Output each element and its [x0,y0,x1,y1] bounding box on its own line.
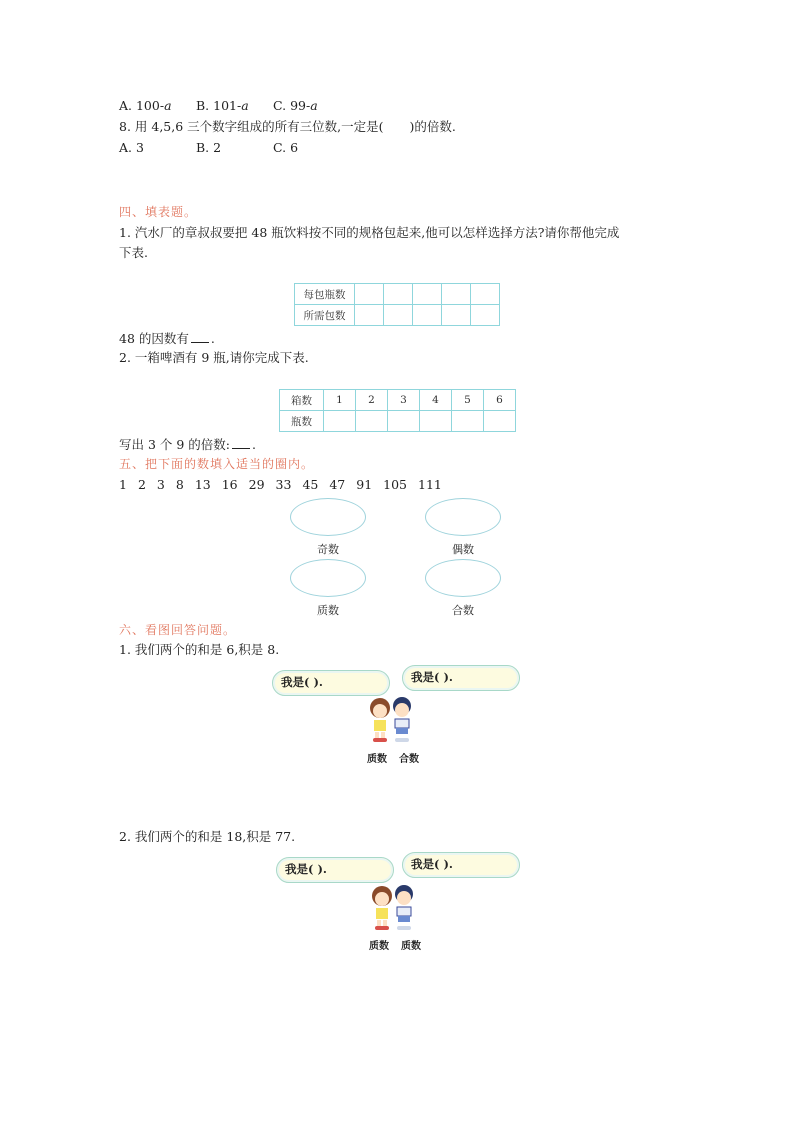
kid-label-right: 质数 [401,941,421,952]
table-cell[interactable] [420,411,452,432]
table-row [295,284,500,305]
number-item: 33 [275,477,292,492]
row-header: 每包瓶数 [295,284,355,305]
table-cell: 6 [484,390,516,411]
speech-bubble-right: 我是( ). [402,852,520,878]
table-cell[interactable] [442,284,471,305]
section6-q2-text: 2. 我们两个的和是 18,积是 77. [119,829,296,844]
section6-q1-text: 1. 我们两个的和是 6,积是 8. [119,642,280,657]
number-list [119,477,442,493]
kids-illustration-icon [362,692,420,746]
section5-heading: 五、把下面的数填入适当的圈内。 [119,457,315,471]
q8-text-end: )的倍数. [409,119,456,134]
table-cell: 3 [388,390,420,411]
row-header: 瓶数 [280,411,324,432]
table-bottles-per-pack [294,283,500,326]
circle-even-numbers[interactable] [425,498,501,536]
number-item: 47 [329,477,346,492]
number-item: 3 [156,477,165,492]
number-item: 45 [302,477,319,492]
table-cell: 5 [452,390,484,411]
speech-bubble-left: 我是( ). [272,670,390,696]
q7-option-b: B. 101-a [196,98,249,113]
q7-option-a: A. 100-a [119,98,172,113]
q8-option-b: B. 2 [196,140,222,155]
table-cell: 1 [324,390,356,411]
table-cell[interactable] [471,305,500,326]
table-cell[interactable] [355,305,384,326]
answer-blank[interactable] [191,330,209,343]
answer-blank[interactable] [232,436,250,449]
number-item: 13 [194,477,211,492]
kid-label-left: 质数 [369,941,389,952]
table-cell[interactable] [471,284,500,305]
table-cell: 4 [420,390,452,411]
kid-label-right: 合数 [399,754,419,765]
q8-option-c: C. 6 [273,140,299,155]
q8-text: 8. 用 4,5,6 三个数字组成的所有三位数,一定是( [119,119,384,134]
table-cell[interactable] [384,284,413,305]
section4-q1-line2: 下表. [119,245,148,260]
q2-answer-suffix: . [252,437,256,452]
circle-odd-numbers[interactable] [290,498,366,536]
circle-composite-numbers[interactable] [425,559,501,597]
label-composite: 合数 [452,604,474,617]
label-odd: 奇数 [317,543,339,556]
q8-option-a: A. 3 [119,140,144,155]
table-row [295,305,500,326]
section4-q1-answer [119,330,215,347]
q7-options [119,98,318,114]
number-item: 111 [418,477,442,492]
section4-heading: 四、填表题。 [119,205,198,219]
table-cell[interactable] [413,305,442,326]
section4-q1-line1: 1. 汽水厂的章叔叔要把 48 瓶饮料按不同的规格包起来,他可以怎样选择方法?请你帮他完成 [119,225,620,240]
row-header: 箱数 [280,390,324,411]
table-cell[interactable] [355,284,384,305]
table-row [280,390,516,411]
speech-bubble-right: 我是( ). [402,665,520,691]
section4-q2-answer [119,436,256,453]
circle-prime-numbers[interactable] [290,559,366,597]
table-cell: 2 [356,390,388,411]
table-cell[interactable] [324,411,356,432]
number-item: 91 [356,477,373,492]
section4-q2-line: 2. 一箱啤酒有 9 瓶,请你完成下表. [119,350,309,365]
section6-heading: 六、看图回答问题。 [119,623,237,637]
number-item: 29 [248,477,265,492]
table-cell[interactable] [388,411,420,432]
table-row [280,411,516,432]
number-item: 16 [221,477,238,492]
table-cell[interactable] [413,284,442,305]
table-cell[interactable] [384,305,413,326]
kids-illustration-icon [364,880,422,934]
number-item: 2 [137,477,146,492]
number-item: 105 [383,477,408,492]
kid-label-left: 质数 [367,754,387,765]
table-boxes-bottles [279,389,516,432]
speech-bubble-left: 我是( ). [276,857,394,883]
table-cell[interactable] [452,411,484,432]
q8-question [119,119,456,135]
q8-options [119,140,298,156]
table-cell[interactable] [484,411,516,432]
number-item: 8 [175,477,184,492]
table-cell[interactable] [442,305,471,326]
table-cell[interactable] [356,411,388,432]
label-prime: 质数 [317,604,339,617]
row-header: 所需包数 [295,305,355,326]
q2-answer-prefix: 写出 3 个 9 的倍数: [119,437,231,452]
q7-option-c: C. 99-a [273,98,318,113]
number-item: 1 [119,477,127,492]
q1-answer-prefix: 48 的因数有 [119,331,189,346]
label-even: 偶数 [452,543,474,556]
q1-answer-suffix: . [210,331,215,346]
